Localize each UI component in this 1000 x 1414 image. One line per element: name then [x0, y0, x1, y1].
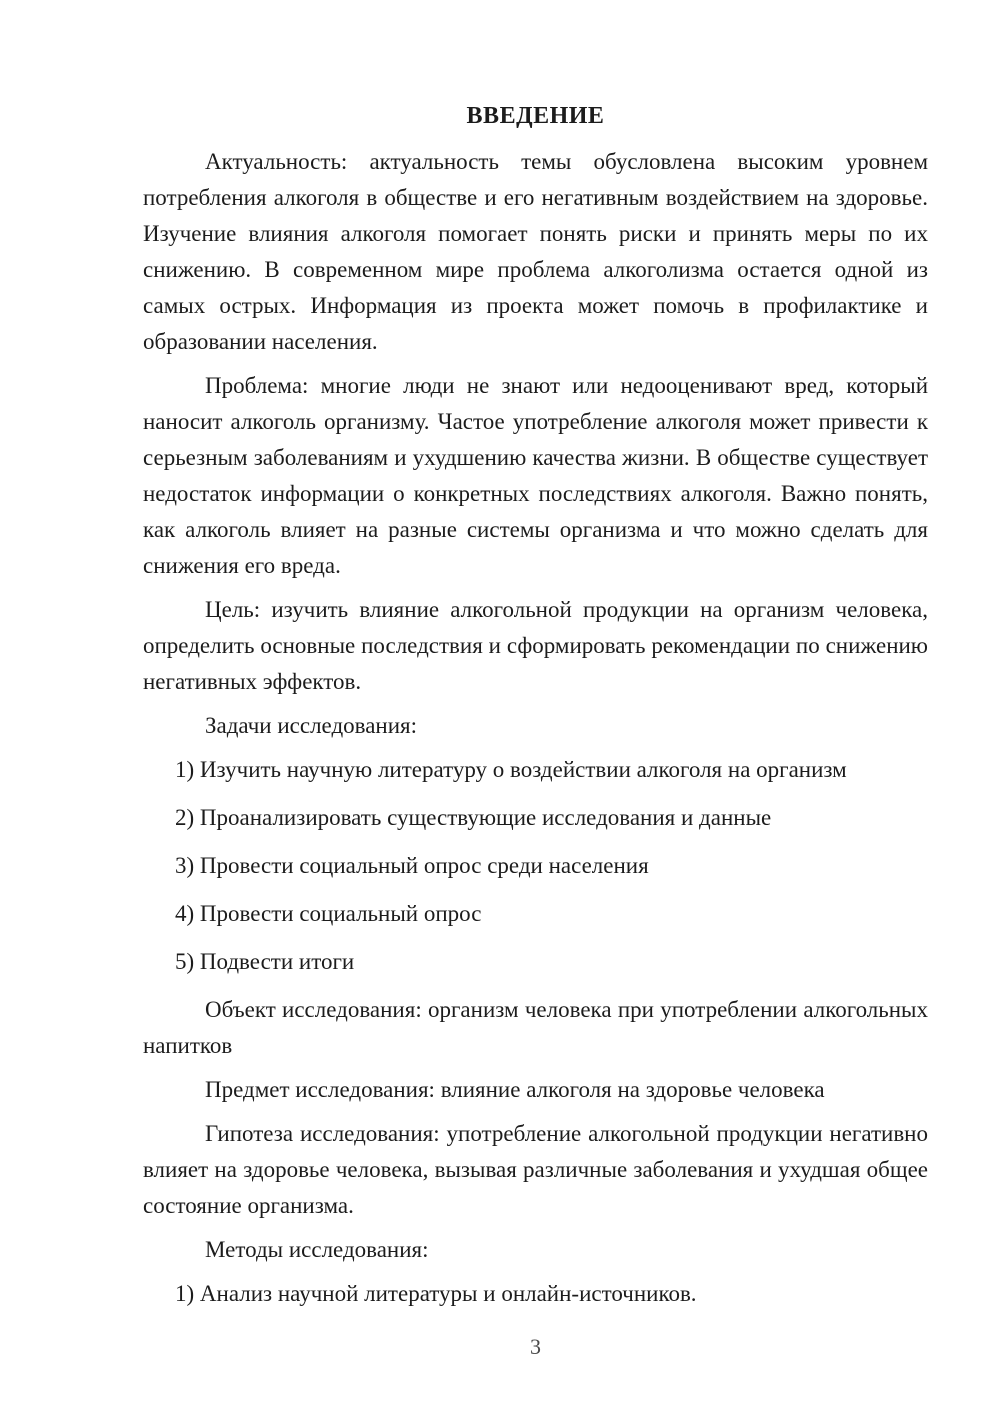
- task-item-2: 2) Проанализировать существующие исследования и данные: [175, 805, 772, 830]
- paragraph-subject: Предмет исследования: влияние алкоголя на здоровье человека: [205, 1077, 825, 1102]
- task-item-3: 3) Провести социальный опрос среди населения: [175, 853, 649, 878]
- paragraph-problem: Проблема: многие люди не знают или недооценивают вред, который наносит алкоголь организму. Частое употребление алкоголя может привести к серьезным заболеваниям и ухудшению качества жизни. В обществе существует недостаток информации о конкретных последствиях алкоголя. Важно понять, как алкоголь влияет на разные системы организма и что можно сделать для снижения его вреда.: [143, 373, 928, 578]
- method-item-1: 1) Анализ научной литературы и онлайн-источников.: [175, 1281, 697, 1306]
- paragraph-hypothesis: Гипотеза исследования: употребление алкогольной продукции негативно влияет на здоровье человека, вызывая различные заболевания и ухудшая общее состояние организма.: [143, 1121, 928, 1218]
- task-item-1: 1) Изучить научную литературу о воздействии алкоголя на организм: [175, 757, 847, 782]
- paragraph-actuality: Актуальность: актуальность темы обусловлена высоким уровнем потребления алкоголя в обществе и его негативным воздействием на здоровье. Изучение влияния алкоголя помогает понять риски и принять меры по их снижению. В современном мире проблема алкоголизма остается одной из самых острых. Информация из проекта может помочь в профилактике и образовании населения.: [143, 149, 928, 354]
- tasks-heading: Задачи исследования:: [205, 713, 418, 738]
- task-item-5: 5) Подвести итоги: [175, 949, 355, 974]
- page-number: 3: [530, 1334, 541, 1359]
- paragraph-goal: Цель: изучить влияние алкогольной продукции на организм человека, определить основные последствия и сформировать рекомендации по снижению негативных эффектов.: [143, 597, 928, 694]
- page-title: ВВЕДЕНИЕ: [466, 103, 605, 129]
- task-item-4: 4) Провести социальный опрос: [175, 901, 482, 926]
- paragraph-object: Объект исследования: организм человека при употреблении алкогольных напитков: [143, 997, 928, 1058]
- methods-heading: Методы исследования:: [205, 1237, 429, 1262]
